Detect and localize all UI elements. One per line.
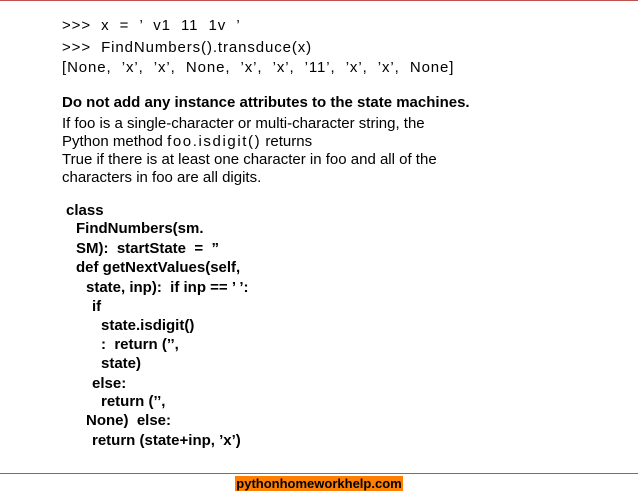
repl-line-1: >>> x = ’ v1 11 1v ’ [62,17,241,34]
repl-line-3: [None, ’x’, ’x’, None, ’x’, ’x’, ’11’, ’x’, ’x’, None] [62,59,455,76]
code-line: class [66,202,104,219]
repl-line-2: >>> FindNumbers().transduce(x) [62,39,313,56]
code-line: state.isdigit() [101,317,195,334]
instruction-text: Do not add any instance attributes to the state machines. [62,94,470,111]
footer [0,476,638,491]
code-line: None) else: [86,412,172,429]
paragraph-line-2-start: Python method [62,133,168,150]
paragraph-line-2 [62,133,312,150]
paragraph-line-3: True if there is at least one character in foo and all of the [62,151,437,168]
paragraph-line-1: If foo is a single-character or multi-character string, the [62,115,425,132]
code-line: return (state+inp, ’x’) [92,432,241,449]
footer-link[interactable]: pythonhomeworkhelp.com [236,476,402,491]
code-line: state) [101,355,142,372]
inline-code: foo.isdigit() [167,133,262,150]
paragraph-line-4: characters in foo are all digits. [62,169,262,186]
code-line: : return (’’, [101,336,179,353]
code-line: SM): startState = ” [76,240,219,257]
code-line: return (’’, [101,393,166,410]
code-line: def getNextValues(self, [76,259,241,276]
code-line: state, inp): if inp == ’ ’: [86,279,249,296]
paragraph-line-2-end: returns [261,133,313,150]
code-line: if [92,298,102,315]
code-line: FindNumbers(sm. [76,220,204,237]
code-line: else: [92,375,127,392]
top-border [0,0,638,1]
